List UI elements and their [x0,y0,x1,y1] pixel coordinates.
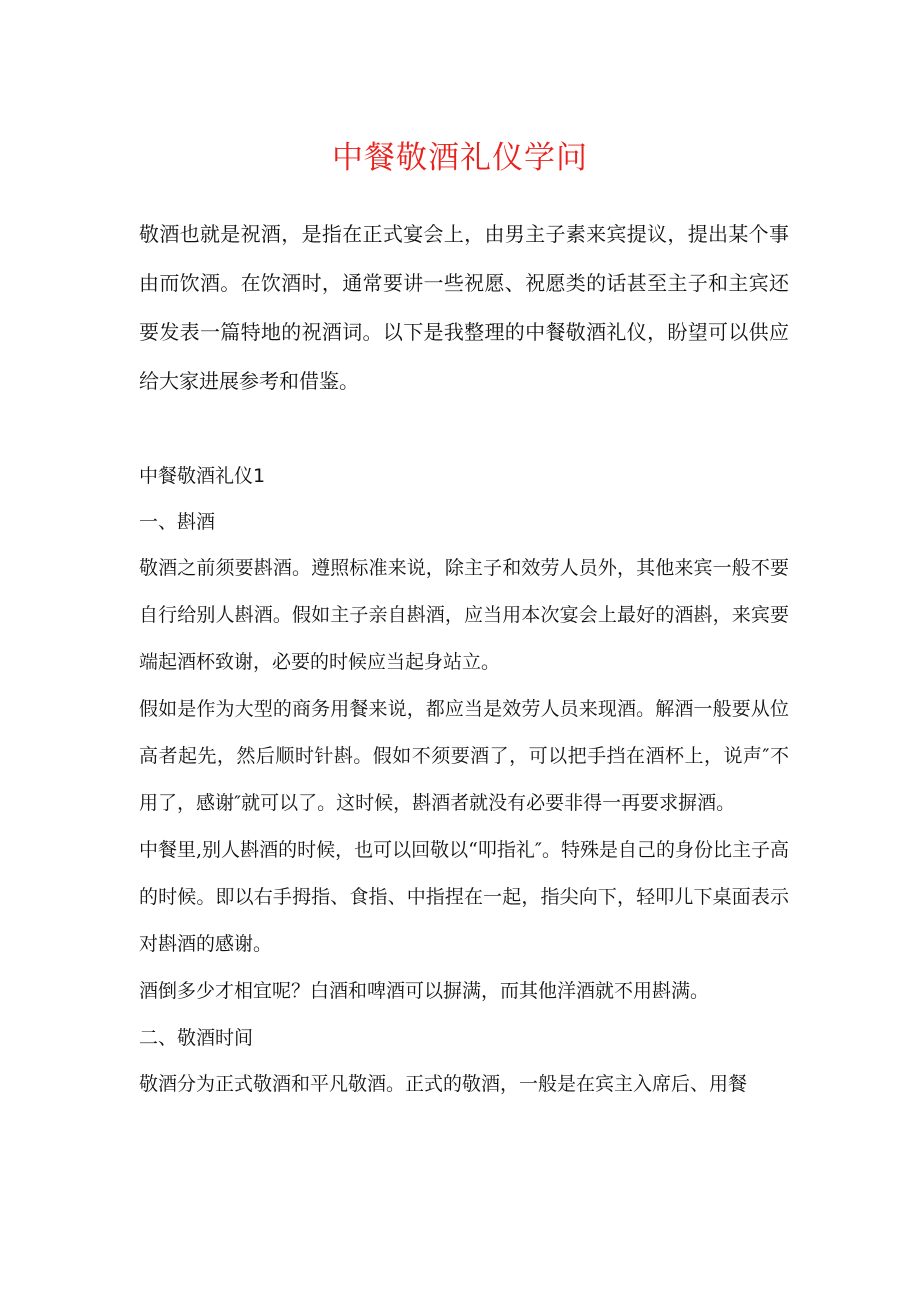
section-heading-toast-time: 二、敬酒时间 [139,1027,254,1049]
paragraph: 假如是作为大型的商务用餐来说，都应当是效劳人员来现酒。解酒一般要从位高者起先，然后顺时针斟。假如不须要酒了，可以把手挡在酒杯上，说声″不用了，感谢″就可以了。这时候，斟酒者就没有必要非得一再要求摒酒。 [139,698,789,814]
paragraph: 中餐里,别人斟酒的时候，也可以回敬以“叩指礼″。特殊是自己的身份比主子高的时候。即以右手拇指、食指、中指捏在一起，指尖向下，轻叩儿下桌面表示对斟酒的感谢。 [139,839,789,955]
paragraph: 敬酒之前须要斟酒。遵照标准来说，除主子和效劳人员外，其他来宾一般不要自行给别人斟酒。假如主子亲自斟酒，应当用本次宴会上最好的酒斟，来宾要端起酒杯致谢，必要的时候应当起身站立。 [139,557,789,673]
section-heading-pouring: 一、斟酒 [139,511,216,533]
subtitle: 中餐敬酒礼仪1 [139,465,266,487]
intro-paragraph: 敬酒也就是祝酒，是指在正式宴会上，由男主子素来宾提议，提出某个事由而饮酒。在饮酒时，通常要讲一些祝愿、祝愿类的话甚至主子和主宾还要发表一篇特地的祝酒词。以下是我整理的中餐敬酒礼仪，盼望可以供应给大家进展参考和借鉴。 [139,222,789,393]
document-body [139,453,789,1108]
document-title: 中餐敬酒礼仪学问 [332,140,588,176]
paragraph: 敬酒分为正式敬酒和平凡敬酒。正式的敬酒，一般是在宾主入席后、用餐 [139,1073,748,1095]
paragraph: 酒倒多少才相宜呢？白酒和啤酒可以摒满，而其他洋酒就不用斟满。 [139,980,710,1002]
